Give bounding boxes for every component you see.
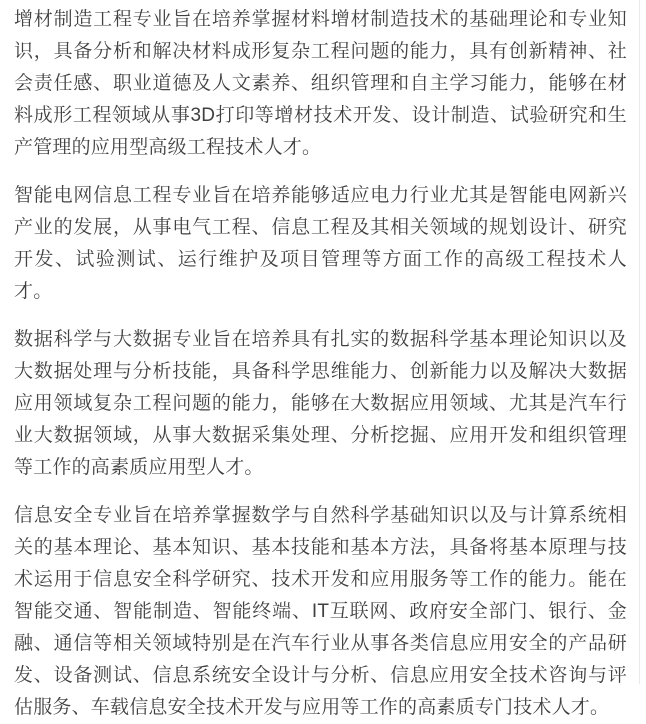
paragraph-information-security: 信息安全专业旨在培养掌握数学与自然科学基础知识以及与计算系统相关的基本理论、基本知识、基本技能和基本方法，具备将基本原理与技术运用于信息安全科学研究、技术开发和应用服务等工作的能力。能在智能交通、智能制造、智能终端、IT互联网、政府安全部门、银行、金融、通信等相关领域特别是在汽车行业从事各类信息应用安全的产品研发、设备测试、信息系统安全设计与分析、信息应用安全技术咨询与评估服务、车载信息安全技术开发与应用等工作的高素质专门技术人才。 [14,505,627,718]
paragraph-data-science: 数据科学与大数据专业旨在培养具有扎实的数据科学基本理论知识以及大数据处理与分析技能，具备科学思维能力、创新能力以及解决大数据应用领域复杂工程问题的能力，能够在大数据应用领域、尤其是汽车行业大数据领域，从事大数据采集处理、分析挖掘、应用开发和组织管理等工作的高素质应用型人才。 [14,329,627,478]
paragraph-additive-manufacturing: 增材制造工程专业旨在培养掌握材料增材制造技术的基础理论和专业知识，具备分析和解决材料成形复杂工程问题的能力，具有创新精神、社会责任感、职业道德及人文素养、组织管理和自主学习能力，能够在材料成形工程领域从事3D打印等增材技术开发、设计制造、试验研究和生产管理的应用型高级工程技术人才。 [14,9,627,158]
content-right-border [639,0,640,684]
paragraph-smart-grid: 智能电网信息工程专业旨在培养能够适应电力行业尤其是智能电网新兴产业的发展，从事电气工程、信息工程及其相关领域的规划设计、研究开发、试验测试、运行维护及项目管理等方面工作的高级工程技术人才。 [14,185,627,302]
